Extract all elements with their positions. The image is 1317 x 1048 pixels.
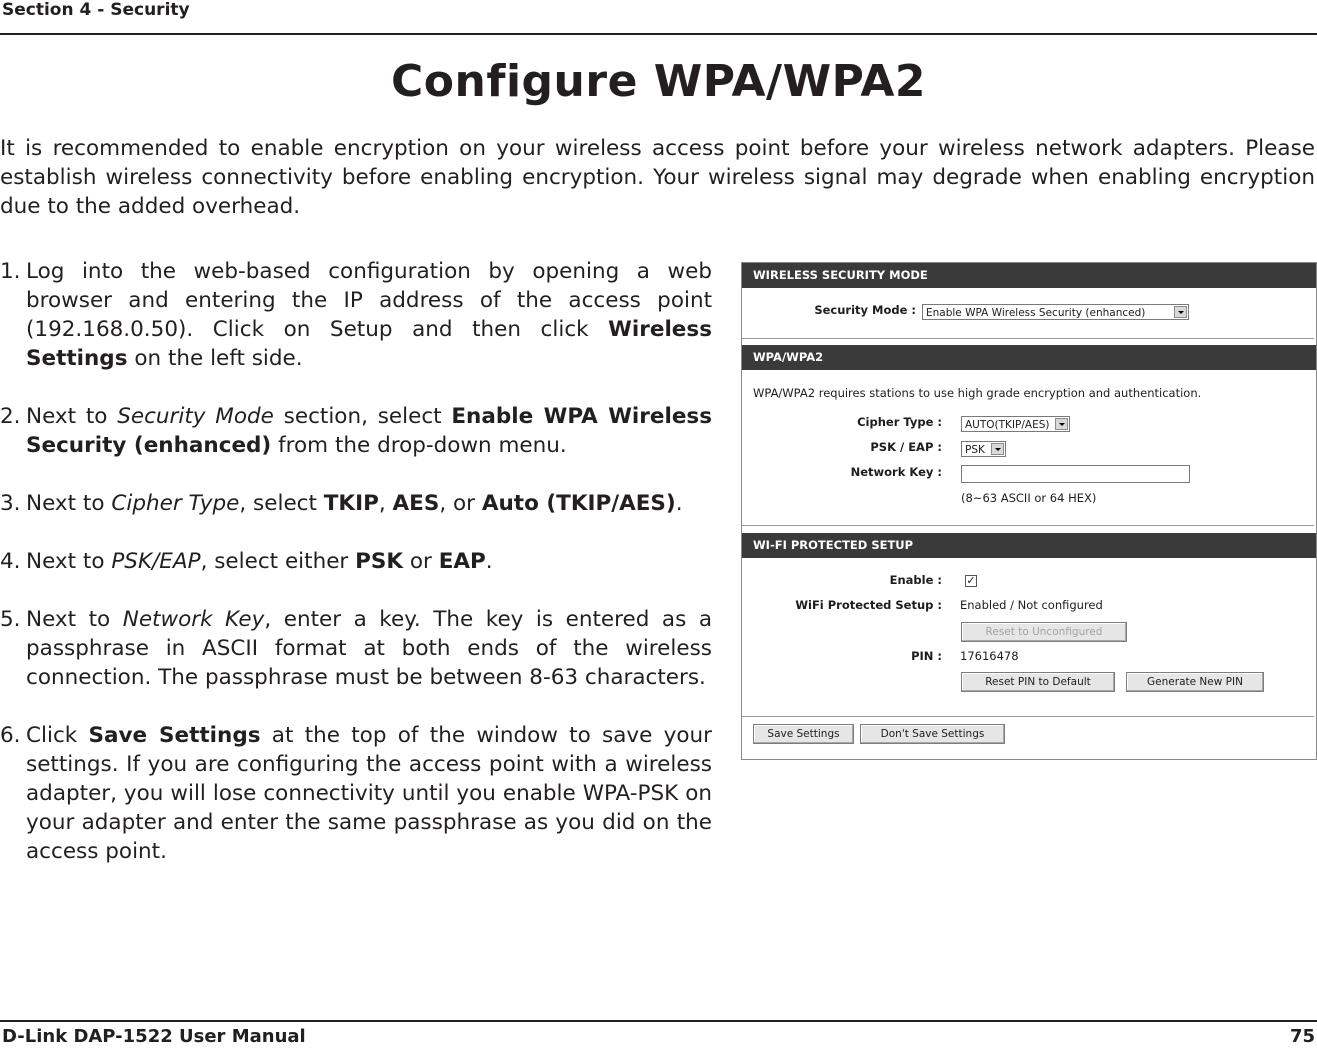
step-text: Click — [26, 723, 89, 748]
step-text: , select — [239, 491, 324, 516]
wps-panel — [742, 558, 1314, 717]
step-number: 1. — [0, 259, 21, 284]
step-number: 6. — [0, 723, 21, 748]
reset-to-unconfigured-button[interactable]: Reset to Unconfigured — [961, 622, 1127, 642]
step-number: 3. — [0, 491, 21, 516]
psk-eap-value: PSK — [965, 444, 985, 456]
security-mode-value: Enable WPA Wireless Security (enhanced) — [926, 307, 1146, 319]
cipher-type-label: Cipher Type : — [857, 415, 942, 429]
page-number: 75 — [1289, 1026, 1315, 1047]
wireless-security-mode-header: WIRELESS SECURITY MODE — [742, 263, 1316, 288]
step-text: Next to — [26, 404, 118, 429]
step-italic: Cipher Type — [111, 491, 240, 516]
dropdown-arrow-icon[interactable] — [1055, 418, 1068, 430]
page-title: Configure WPA/WPA2 — [390, 56, 927, 107]
generate-pin-button[interactable]: Generate New PIN — [1126, 672, 1264, 692]
psk-eap-label: PSK / EAP : — [870, 440, 942, 454]
step-text: , or — [439, 491, 482, 516]
section-header: Section 4 - Security — [2, 0, 190, 20]
step-text: on the left side. — [127, 346, 303, 371]
step-number: 5. — [0, 607, 21, 632]
cipher-type-select[interactable] — [961, 416, 1070, 432]
step-text: , enter a key. The key is entered as a passphrase in ASCII format at both ends of the wireless connection. The passphrase must be between 8-63 characters. — [26, 607, 713, 690]
step-emphasis: AES — [392, 491, 440, 516]
step-number: 2. — [0, 404, 21, 429]
step-text: Next to — [26, 549, 112, 574]
dropdown-arrow-icon[interactable] — [1174, 306, 1187, 318]
steps-list — [0, 257, 712, 895]
step-emphasis: Enable WPA Wireless Security (enhanced) — [26, 404, 713, 458]
footer-manual-title: D-Link DAP-1522 User Manual — [2, 1026, 306, 1047]
step-text: . — [675, 491, 683, 516]
step-text: section, select — [273, 404, 452, 429]
wpa-panel — [742, 370, 1314, 526]
step-emphasis: Auto (TKIP/AES) — [481, 491, 676, 516]
footer-rule — [0, 1020, 1317, 1022]
wpa-section-header: WPA/WPA2 — [742, 345, 1316, 370]
step-1 — [0, 257, 712, 373]
network-key-input[interactable] — [961, 465, 1190, 483]
network-key-label: Network Key : — [850, 465, 942, 479]
dont-save-settings-button[interactable]: Don't Save Settings — [860, 724, 1005, 744]
wpa-description: WPA/WPA2 requires stations to use high grade encryption and authentication. — [753, 386, 1202, 400]
security-mode-panel — [742, 288, 1314, 339]
psk-eap-select[interactable] — [961, 441, 1006, 457]
step-text: or — [403, 549, 439, 574]
step-text: . — [485, 549, 493, 574]
network-key-hint: (8~63 ASCII or 64 HEX) — [961, 491, 1097, 505]
pin-label: PIN : — [911, 649, 942, 663]
step-italic: Security Mode — [117, 404, 274, 429]
step-2 — [0, 402, 712, 460]
header-rule — [0, 33, 1317, 35]
step-text: at the top of the window to save your settings. If you are configuring the access point with a wireless adapter, you will lose connectivity until you enable WPA-PSK on your adapter and enter the same passphrase as you did on the access point. — [26, 723, 712, 864]
step-text: Next to — [26, 491, 112, 516]
step-text: Log into the web-based configuration by opening a web browser and entering the IP address of the access point (192.168.0.50). Click on Setup and then click — [26, 259, 712, 342]
intro-paragraph: It is recommended to enable encryption on your wireless access point before your wireless network adapters. Please establish wireless connectivity before enabling encryption. Your wireless signal may degrade when enabling encryption due to the added overhead. — [0, 136, 1315, 219]
wps-enable-checkbox[interactable] — [965, 575, 977, 587]
step-emphasis: Save Settings — [88, 723, 261, 748]
step-emphasis: TKIP — [323, 491, 379, 516]
step-emphasis: EAP — [438, 549, 486, 574]
step-italic: PSK/EAP — [111, 549, 201, 574]
step-5 — [0, 605, 712, 692]
step-6 — [0, 721, 712, 866]
step-number: 4. — [0, 549, 21, 574]
save-settings-button[interactable]: Save Settings — [753, 724, 854, 744]
step-text: from the drop-down menu. — [271, 433, 567, 458]
step-text: , — [378, 491, 393, 516]
router-screenshot — [741, 262, 1317, 760]
step-text: Next to — [26, 607, 123, 632]
wps-status-label: WiFi Protected Setup : — [795, 598, 942, 612]
wps-section-header: WI-FI PROTECTED SETUP — [742, 533, 1316, 558]
step-4 — [0, 547, 712, 576]
check-icon: ✓ — [966, 574, 976, 587]
step-text: , select either — [200, 549, 356, 574]
reset-pin-button[interactable]: Reset PIN to Default — [961, 672, 1115, 692]
step-emphasis: PSK — [355, 549, 404, 574]
wps-enable-label: Enable : — [889, 573, 942, 587]
step-italic: Network Key — [122, 607, 265, 632]
pin-value: 17616478 — [960, 649, 1019, 663]
cipher-type-value: AUTO(TKIP/AES) — [965, 419, 1050, 431]
wps-status-value: Enabled / Not configured — [960, 598, 1103, 612]
dropdown-arrow-icon[interactable] — [991, 443, 1004, 455]
security-mode-label: Security Mode : — [814, 303, 916, 317]
step-emphasis: Wireless Settings — [26, 317, 712, 371]
security-mode-select[interactable] — [922, 304, 1189, 320]
step-3 — [0, 489, 712, 518]
